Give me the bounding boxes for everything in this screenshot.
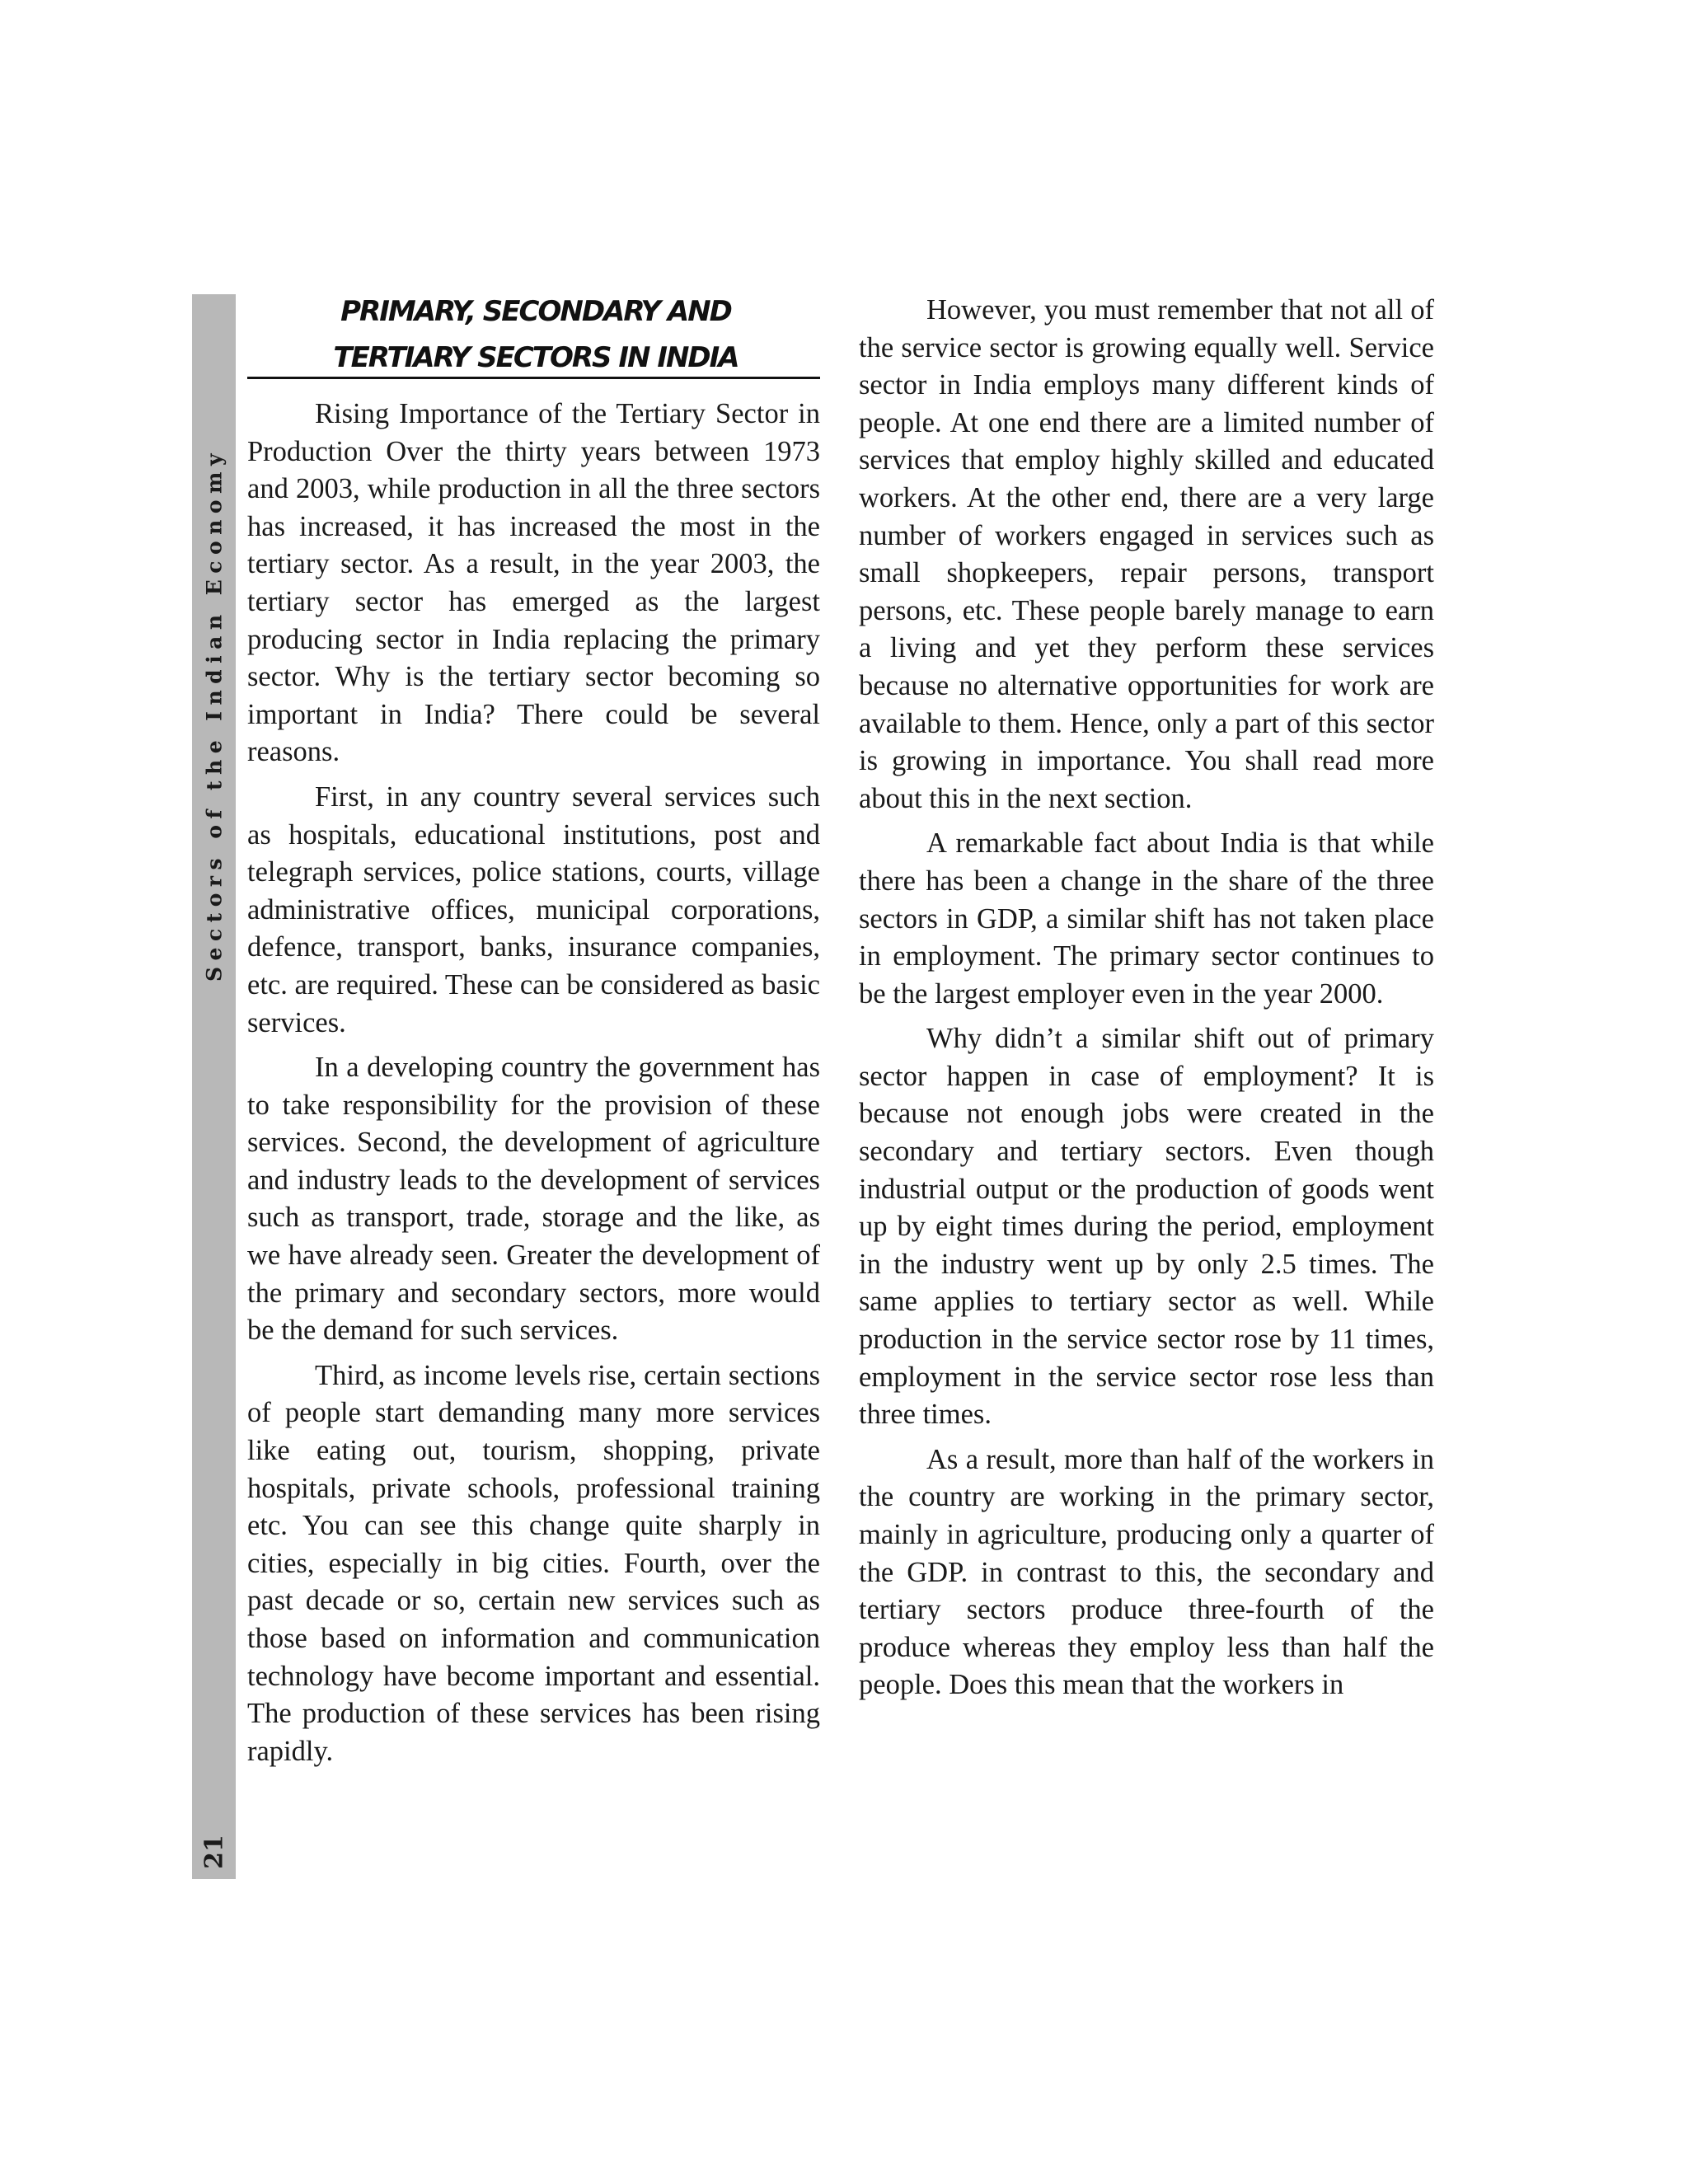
heading-underline — [247, 377, 820, 379]
left-column — [247, 396, 820, 1778]
running-title-container — [192, 294, 236, 1530]
paragraph: Third, as income levels rise, certain sections of people start demanding many more services like eating out, tourism, shopping, private hospitals, private schools, professional training etc. You can see this change quite sharply in cities, especially in big cities. Fourth, over the past decade or so, certain new services such as those based on information and communication technology have become important and essential. The production of these services has been rising rapidly. — [247, 1359, 820, 1767]
running-title: Sectors of the Indian Economy — [202, 447, 226, 982]
paragraph: Rising Importance of the Tertiary Sector in Production Over the thirty years between 1973 and 2003, while production in all the three sectors has increased, it has increased the most in the tertiary sector. As a result, in the year 2003, the tertiary sector has emerged as the largest producing sector in India replacing the primary sector. Why is the tertiary sector becoming so important in India? There could be several reasons. — [247, 398, 820, 768]
paragraph: As a result, more than half of the workers in the country are working in the primary sector, mainly in agriculture, producing only a quarter of the GDP. in contrast to this, the secondary and tertiary sectors produce three-fourth of the produce whereas they employ less than half the people. Does this mean that the workers in — [859, 1443, 1434, 1701]
paragraph: First, in any country several services such as hospitals, educational institutions, post and telegraph services, police stations, courts, village administrative offices, municipal corporations, defence, transport, banks, insurance companies, etc. are required. These can be considered as basic services. — [247, 780, 820, 1038]
sidebar-strip — [192, 294, 236, 1879]
section-heading-line-2: TERTIARY SECTORS IN INDIA — [333, 341, 738, 374]
paragraph: In a developing country the government has to take responsibility for the provision of these services. Second, the development of agriculture and industry leads to the development of services such as transport, trade, storage and the like, as we have already seen. Greater the development of the primary and secondary sectors, more would be the demand for such services. — [247, 1052, 820, 1347]
page-number: 21 — [199, 1835, 228, 1869]
section-heading — [247, 288, 824, 381]
paragraph: A remarkable fact about India is that while there has been a change in the share of the three sectors in GDP, a similar shift has not taken place in employment. The primary sector continues to be the largest employer even in the year 2000. — [859, 827, 1434, 1010]
paragraph: However, you must remember that not all of the service sector is growing equally well. Service sector in India employs many different kinds of people. At one end there are a limited number of services that employ highly skilled and educated workers. At the other end, there are a very large number of workers engaged in services such as small shopkeepers, repair persons, transport persons, etc. These people barely manage to earn a living and yet they perform these services because no alternative opportunities for work are available to them. Hence, only a part of this sector is growing in importance. You shall read more about this in the next section. — [859, 294, 1434, 814]
section-heading-line-1: PRIMARY, SECONDARY AND — [340, 295, 731, 328]
right-column — [859, 292, 1434, 1712]
paragraph: Why didn’t a similar shift out of primary sector happen in case of employment? It is because not enough jobs were created in the secondary and tertiary sectors. Even though industrial output or the production of goods went up by eight times during the period, employment in the industry went up by only 2.5 times. The same applies to tertiary sector as well. While production in the service sector rose by 11 times, employment in the service sector rose less than three times. — [859, 1023, 1434, 1431]
